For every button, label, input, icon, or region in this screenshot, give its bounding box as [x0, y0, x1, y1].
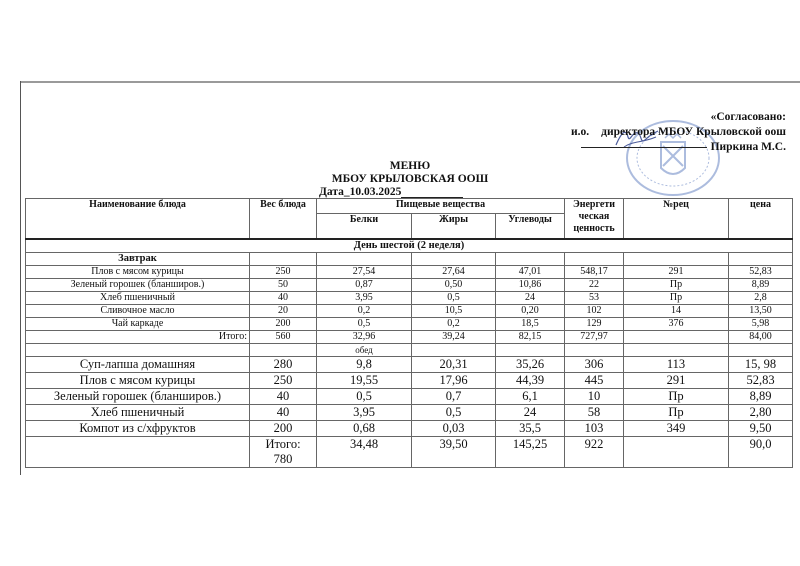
empty-cell	[317, 253, 412, 266]
table-row	[26, 266, 793, 279]
cell-recipe: Пр	[624, 405, 729, 421]
table-row	[26, 405, 793, 421]
table-row	[26, 421, 793, 437]
cell-recipe: 14	[624, 305, 729, 318]
cell-weight: 20	[250, 305, 317, 318]
breakfast-label-row	[26, 253, 793, 266]
cell-carbs: 24	[496, 292, 565, 305]
cell-price: 8,89	[729, 389, 793, 405]
cell-carbs: 0,20	[496, 305, 565, 318]
menu-table	[25, 198, 793, 468]
cell-fats: 0,2	[412, 318, 496, 331]
page-frame-top	[20, 81, 800, 83]
cell-price: 13,50	[729, 305, 793, 318]
approval-name: Пиркина М.С.	[710, 141, 786, 153]
empty-cell	[412, 253, 496, 266]
cell-carbs: 6,1	[496, 389, 565, 405]
cell-carbs: 47,01	[496, 266, 565, 279]
empty-cell	[565, 344, 624, 357]
cell-name: Чай каркаде	[26, 318, 250, 331]
col-header-carbs: Углеводы	[496, 214, 565, 240]
cell-recipe: 291	[624, 266, 729, 279]
date-row	[319, 186, 463, 198]
day-row	[26, 239, 793, 253]
total-recipe	[624, 331, 729, 344]
cell-proteins: 0,68	[317, 421, 412, 437]
empty-cell	[729, 344, 793, 357]
lunch-total-label-cell	[250, 437, 317, 468]
total-label: Итого:	[265, 437, 301, 451]
approval-position	[571, 125, 786, 140]
cell-price: 2,80	[729, 405, 793, 421]
cell-name: Хлеб пшеничный	[26, 405, 250, 421]
lunch-total-row	[26, 437, 793, 468]
empty-cell	[250, 344, 317, 357]
approval-block	[571, 110, 786, 155]
energy-header-line2: ческая	[578, 211, 610, 222]
cell-energy: 58	[565, 405, 624, 421]
cell-weight: 40	[250, 405, 317, 421]
cell-proteins: 19,55	[317, 373, 412, 389]
cell-weight: 50	[250, 279, 317, 292]
cell-weight: 200	[250, 318, 317, 331]
cell-energy: 306	[565, 357, 624, 373]
cell-price: 5,98	[729, 318, 793, 331]
cell-proteins: 0,2	[317, 305, 412, 318]
menu-header	[300, 160, 520, 186]
lunch-label-row	[26, 344, 793, 357]
date-value: 10.03.2025	[349, 186, 402, 198]
empty-cell	[26, 344, 250, 357]
lunch-rows	[26, 357, 793, 437]
cell-energy: 10	[565, 389, 624, 405]
breakfast-rows	[26, 266, 793, 331]
cell-price: 8,89	[729, 279, 793, 292]
cell-recipe: Пр	[624, 292, 729, 305]
empty-cell	[26, 437, 250, 468]
total-price: 90,0	[729, 437, 793, 468]
cell-proteins: 3,95	[317, 405, 412, 421]
cell-proteins: 0,87	[317, 279, 412, 292]
cell-name: Плов с мясом курицы	[26, 373, 250, 389]
cell-carbs: 44,39	[496, 373, 565, 389]
approval-position-text: директора МБОУ Крыловской оош	[601, 126, 786, 138]
empty-cell	[412, 344, 496, 357]
cell-recipe: 291	[624, 373, 729, 389]
breakfast-total-row	[26, 331, 793, 344]
cell-proteins: 27,54	[317, 266, 412, 279]
col-header-nutrients: Пищевые вещества	[317, 199, 565, 214]
cell-name: Сливочное масло	[26, 305, 250, 318]
empty-cell	[250, 253, 317, 266]
cell-name: Хлеб пшеничный	[26, 292, 250, 305]
table-row	[26, 305, 793, 318]
cell-carbs: 35,26	[496, 357, 565, 373]
empty-cell	[624, 344, 729, 357]
cell-proteins: 0,5	[317, 318, 412, 331]
school-name: МБОУ КРЫЛОВСКАЯ ООШ	[331, 173, 489, 185]
cell-recipe: 376	[624, 318, 729, 331]
cell-weight: 40	[250, 292, 317, 305]
total-proteins: 34,48	[317, 437, 412, 468]
cell-energy: 53	[565, 292, 624, 305]
cell-name: Компот из с/хфруктов	[26, 421, 250, 437]
cell-energy: 129	[565, 318, 624, 331]
cell-proteins: 0,5	[317, 389, 412, 405]
empty-cell	[496, 344, 565, 357]
col-header-price: цена	[729, 199, 793, 240]
cell-price: 2,8	[729, 292, 793, 305]
total-energy: 727,97	[565, 331, 624, 344]
cell-weight: 200	[250, 421, 317, 437]
cell-proteins: 3,95	[317, 292, 412, 305]
page-frame-left	[20, 81, 21, 475]
cell-weight: 280	[250, 357, 317, 373]
total-weight: 560	[250, 331, 317, 344]
table-row	[26, 292, 793, 305]
cell-fats: 0,03	[412, 421, 496, 437]
cell-fats: 0,5	[412, 292, 496, 305]
approval-prefix: и.о.	[571, 126, 590, 138]
cell-energy: 548,17	[565, 266, 624, 279]
cell-fats: 17,96	[412, 373, 496, 389]
date-underline	[401, 187, 463, 198]
cell-recipe: Пр	[624, 389, 729, 405]
cell-fats: 0,50	[412, 279, 496, 292]
cell-carbs: 10,86	[496, 279, 565, 292]
breakfast-label: Завтрак	[26, 253, 250, 266]
empty-cell	[624, 253, 729, 266]
cell-weight: 250	[250, 373, 317, 389]
col-header-recipe: №рец	[624, 199, 729, 240]
cell-weight: 40	[250, 389, 317, 405]
cell-energy: 22	[565, 279, 624, 292]
cell-carbs: 24	[496, 405, 565, 421]
cell-name: Зеленый горошек (бланширов.)	[26, 279, 250, 292]
cell-recipe: Пр	[624, 279, 729, 292]
cell-fats: 20,31	[412, 357, 496, 373]
total-recipe	[624, 437, 729, 468]
empty-cell	[496, 253, 565, 266]
cell-proteins: 9,8	[317, 357, 412, 373]
total-weight: 780	[273, 452, 293, 466]
approval-title: «Согласовано:	[710, 111, 786, 123]
cell-recipe: 349	[624, 421, 729, 437]
energy-header-line1: Энергети	[572, 199, 616, 210]
cell-energy: 445	[565, 373, 624, 389]
cell-fats: 0,5	[412, 405, 496, 421]
energy-header-line3: ценность	[573, 223, 615, 234]
total-fats: 39,50	[412, 437, 496, 468]
cell-recipe: 113	[624, 357, 729, 373]
total-price: 84,00	[729, 331, 793, 344]
cell-fats: 27,64	[412, 266, 496, 279]
cell-fats: 0,7	[412, 389, 496, 405]
total-energy: 922	[565, 437, 624, 468]
cell-name: Суп-лапша домашняя	[26, 357, 250, 373]
cell-energy: 103	[565, 421, 624, 437]
cell-price: 15, 98	[729, 357, 793, 373]
col-header-weight: Вес блюда	[250, 199, 317, 240]
empty-cell	[565, 253, 624, 266]
page-title: МЕНЮ	[389, 160, 431, 172]
table-row	[26, 279, 793, 292]
total-carbs: 82,15	[496, 331, 565, 344]
table-row	[26, 318, 793, 331]
cell-fats: 10,5	[412, 305, 496, 318]
col-header-energy	[565, 199, 624, 240]
cell-name: Плов с мясом курицы	[26, 266, 250, 279]
table-row	[26, 389, 793, 405]
cell-weight: 250	[250, 266, 317, 279]
col-header-proteins: Белки	[317, 214, 412, 240]
total-label: Итого:	[26, 331, 250, 344]
total-fats: 39,24	[412, 331, 496, 344]
empty-cell	[729, 253, 793, 266]
cell-price: 52,83	[729, 373, 793, 389]
total-proteins: 32,96	[317, 331, 412, 344]
cell-price: 9,50	[729, 421, 793, 437]
day-label: День шестой (2 неделя)	[26, 239, 793, 253]
col-header-fats: Жиры	[412, 214, 496, 240]
cell-name: Зеленый горошек (бланширов.)	[26, 389, 250, 405]
header-row	[26, 199, 793, 214]
table-row	[26, 357, 793, 373]
cell-energy: 102	[565, 305, 624, 318]
cell-carbs: 35,5	[496, 421, 565, 437]
date-label: Дата_	[319, 186, 350, 198]
total-carbs: 145,25	[496, 437, 565, 468]
cell-price: 52,83	[729, 266, 793, 279]
cell-carbs: 18,5	[496, 318, 565, 331]
lunch-label: обед	[317, 344, 412, 357]
col-header-name: Наименование блюда	[26, 199, 250, 240]
table-row	[26, 373, 793, 389]
